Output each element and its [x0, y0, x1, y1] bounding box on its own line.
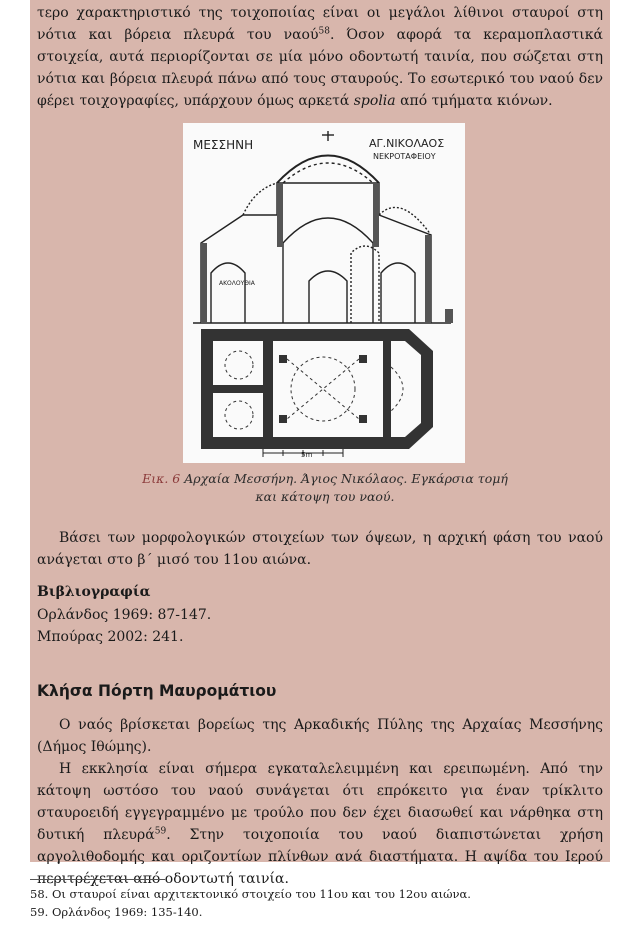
figure-label-messini: ΜΕΣΣΗΝΗ: [193, 138, 254, 152]
paragraph-masonry: τερο χαρακτηριστικό της τοιχοποιίας είναι οι μεγάλοι λίθινοι σταυροί στη νότια και βόρεια πλευρά του ναού$^{58}$. Όσον αφορά τα κεραμοπλαστικά στοιχεία, αυτά περιορίζονται σε μία μόνο οδοντωτή ταινία, που σώζεται στη νότια και βόρεια πλευρά πάνω από τους σταυρούς. Το εσωτερικό του ναού δεν φέρει τοιχογραφίες, υπάρχουν όμως αρκετά spolia από τμήματα κιόνων.: [37, 5, 603, 109]
paragraph-description: Η εκκλησία είναι σήμερα εγκαταλελειμμένη και ερειπωμένη. Από την κάτοψη ωστόσο του ναού συνάγεται ότι επρόκειτο για έναν τρίκλιτο σταυροειδή εγγεγραμμένο με τρούλο που δεν έχει διασωθεί και νάρθηκα στη δυτική πλευρά$^{59}$. Στην τοιχοποιία του ναού διαπιστώνεται χρήση αργολιθοδομής και οριζοντίων πλίνθων ανά διαστήματα. Η αψίδα του Ιερού περιτρέχεται από οδοντωτή ταινία.: [37, 761, 603, 887]
bibliography-heading: Βιβλιογραφία: [37, 584, 151, 600]
paragraph-location: Ο ναός βρίσκεται βορείως της Αρκαδικής Πύλης της Αρχαίας Μεσσήνης (Δήμος Ιθώμης).: [37, 717, 603, 755]
figure-caption: Εικ. 6 Αρχαία Μεσσήνη. Άγιος Νικόλαος. Εγκάρσια τομή και κάτοψη του ναού.: [142, 471, 508, 504]
bibliography-item: Ορλάνδος 1969: 87-147.: [37, 607, 212, 623]
section-heading: Κλήσα Πόρτη Μαυρομάτιου: [37, 682, 277, 700]
figure-label-cemetery: ΝΕΚΡΟΤΑΦΕΙΟΥ: [373, 152, 436, 161]
bibliography-item: Μπούρας 2002: 241.: [37, 629, 184, 645]
church-section-and-plan-figure: [183, 123, 465, 463]
footnote-59: 59. Ορλάνδος 1969: 135-140.: [30, 905, 203, 919]
bibliography-list: [37, 604, 211, 648]
figure-number: Εικ. 6: [142, 471, 181, 486]
footnote-ref-59[interactable]: 59: [154, 826, 167, 837]
paragraph-dating: Βάσει των μορφολογικών στοιχείων των όψεων, η αρχική φάση του ναού ανάγεται στο β΄ μισό του 11ου αιώνα.: [37, 530, 603, 568]
figure-label-agios-nikolaos: ΑΓ.ΝΙΚΟΛΑΟΣ: [369, 137, 445, 150]
footnote-58: 58. Οι σταυροί είναι αρχιτεκτονικό στοιχείο του 11ου και του 12ου αιώνα.: [30, 887, 471, 901]
footnote-ref-58[interactable]: 58: [318, 26, 330, 37]
scale-label: 5m: [301, 451, 313, 459]
footnote-divider: [30, 879, 165, 880]
scale-bar: [263, 449, 343, 457]
figure-inner-label: ΑΚΟΛΟΥΘΙΑ: [219, 280, 255, 287]
ground-plan-drawing: [201, 329, 433, 449]
